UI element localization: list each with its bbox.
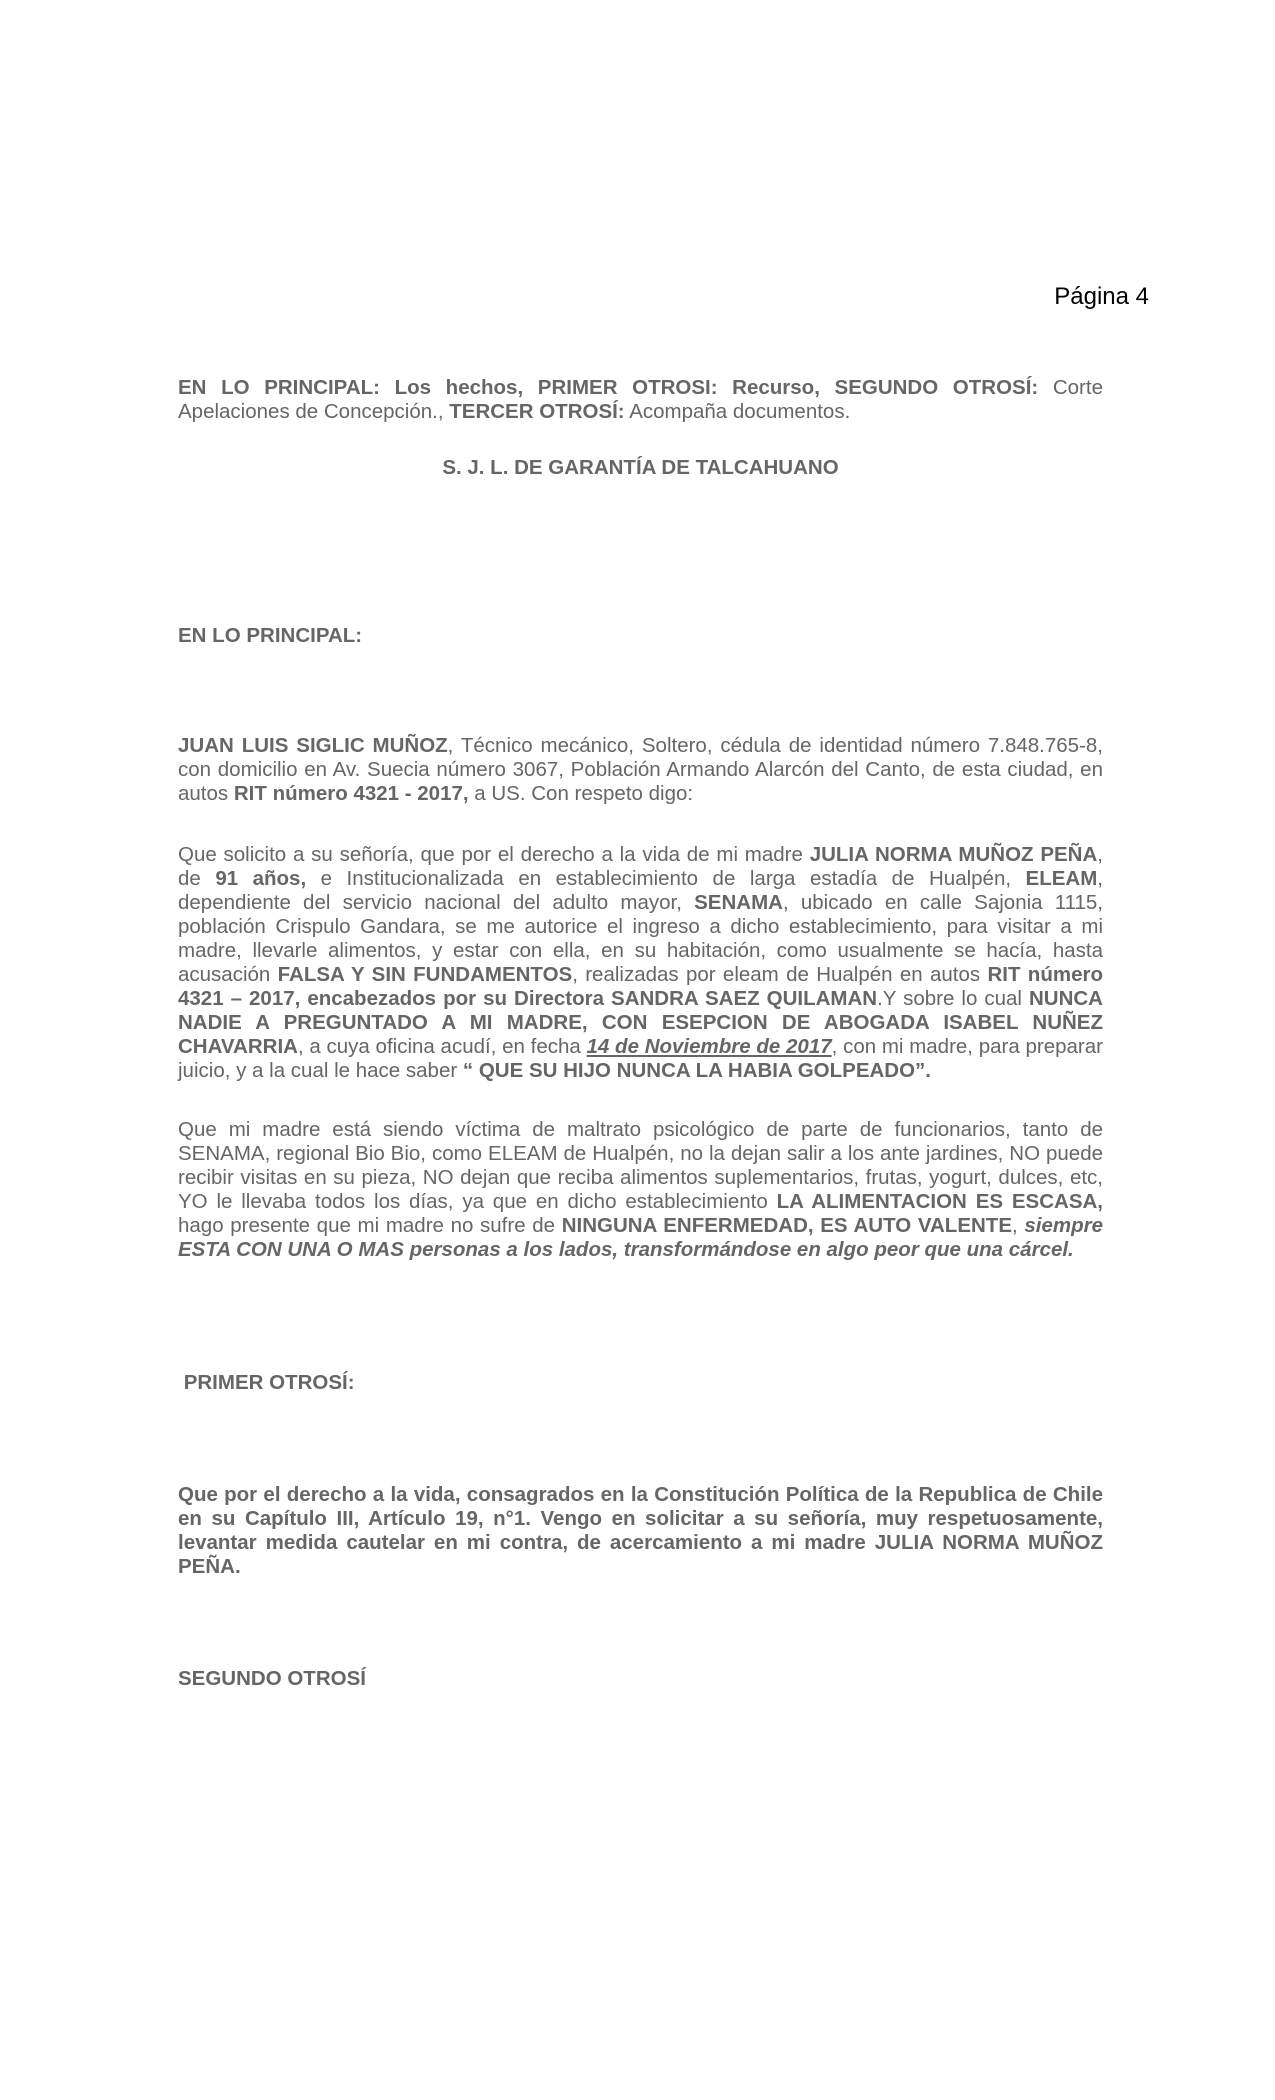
section-heading-principal: EN LO PRINCIPAL: — [178, 624, 363, 647]
request-text-4: , dependiente del servicio nacional del adulto mayor, — [178, 867, 1103, 914]
request-text-5: , ubicado en calle Sajonia 1115, población Crispulo Gandara, se me autorice el ingreso a dicho establecimiento, para visitar a mi madre, llevarle alimentos, y estar con ella, en su habitación, como usualmente se hacía, hasta acusación — [178, 891, 1103, 986]
section-heading-segundo-otrosi: SEGUNDO OTROSÍ — [178, 1667, 366, 1690]
abuse-paragraph — [178, 1118, 1103, 1262]
summary-recurso: Recurso, SEGUNDO OTROSÍ: — [717, 376, 1039, 399]
court-title — [178, 456, 1103, 480]
section-heading-primer-otrosi: PRIMER OTROSÍ: — [178, 1371, 355, 1394]
summary-hechos: Los hechos, PRIMER OTROSI: — [379, 376, 718, 399]
petitioner-name: JUAN LUIS SIGLIC MUÑOZ — [178, 734, 448, 757]
nunca-label: NUNCA NADIE A PREGUNTADO A MI MADRE, CON ESEPCION DE ABOGADA ISABEL NUÑEZ CHAVARRIA — [178, 987, 1103, 1058]
request-rit: RIT número 4321 – 2017, encabezados por su Directora SANDRA SAEZ QUILAMAN — [178, 963, 1103, 1010]
request-date: 14 de Noviembre de 2017 — [586, 1035, 832, 1058]
senama-label: SENAMA — [694, 891, 783, 914]
abuse-bold-italic: siempre ESTA CON UNA O MAS personas a los lados, transformándose en algo peor que una cárcel. — [178, 1214, 1103, 1261]
eleam-label: ELEAM — [1025, 867, 1098, 890]
intro-text-1: , Técnico mecánico, Soltero, cédula de identidad número 7.848.765-8, con domicilio en Av. Suecia número 3067, Población Armando Alarcón del Canto, de esta ciudad, en autos — [178, 734, 1103, 805]
document-summary — [178, 376, 1103, 424]
request-text-7: .Y sobre lo cual — [877, 987, 1029, 1010]
abuse-text-2: hago presente que mi madre no sufre de — [178, 1214, 562, 1237]
request-text-1: Que solicito a su señoría, que por el derecho a la vida de mi madre — [178, 843, 810, 866]
page-number: Página 4 — [1054, 283, 1149, 310]
request-quote: “ QUE SU HIJO NUNCA LA HABIA GOLPEADO”. — [462, 1059, 931, 1082]
summary-principal: EN LO PRINCIPAL: — [178, 376, 380, 399]
falsa-label: FALSA Y SIN FUNDAMENTOS — [277, 963, 573, 986]
request-text-6: , realizadas por eleam de Hualpén en autos — [572, 963, 988, 986]
request-text-9: , con mi madre, para preparar juicio, y a la cual le hace saber — [178, 1035, 1103, 1082]
summary-documentos: Acompaña documentos. — [624, 400, 851, 423]
abuse-text-1: Que mi madre está siendo víctima de maltrato psicológico de parte de funcionarios, tanto de SENAMA, regional Bio Bio, como ELEAM de Hualpén, no la dejan salir a los ante jardines, NO puede recibir visitas en su pieza, NO dejan que reciba alimentos suplementarios, frutas, yogurt, dulces, etc, YO le llevaba todos los días, ya que en dicho establecimiento — [178, 1118, 1103, 1213]
primer-otrosi-paragraph — [178, 1483, 1103, 1579]
mother-age: 91 años, — [215, 867, 307, 890]
abuse-bold-2: NINGUNA ENFERMEDAD, ES AUTO VALENTE — [561, 1214, 1012, 1237]
request-text-2: , de — [178, 843, 1103, 890]
request-text-8: , a cuya oficina acudí, en fecha — [297, 1035, 587, 1058]
summary-corte: Corte Apelaciones de Concepción., — [178, 376, 1103, 423]
court-title-text: S. J. L. DE GARANTÍA DE TALCAHUANO — [442, 456, 839, 479]
abuse-text-3: , — [1012, 1214, 1025, 1237]
mother-name: JULIA NORMA MUÑOZ PEÑA — [809, 843, 1098, 866]
primer-otrosi-text: Que por el derecho a la vida, consagrados en la Constitución Política de la Republica de Chile en su Capítulo III, Artículo 19, n°1. Vengo en solicitar a su señoría, muy respetuosamente, levantar medida cautelar en mi contra, de acercamiento a mi madre JULIA NORMA MUÑOZ PEÑA. — [178, 1483, 1103, 1578]
intro-paragraph — [178, 734, 1103, 806]
request-text-3: e Institucionalizada en establecimiento de larga estadía de Hualpén, — [306, 867, 1026, 890]
abuse-bold-1: LA ALIMENTACION ES ESCASA, — [776, 1190, 1104, 1213]
summary-tercer: TERCER OTROSÍ: — [443, 400, 625, 423]
request-paragraph — [178, 843, 1103, 1083]
intro-text-2: a US. Con respeto digo: — [468, 782, 694, 805]
intro-rit: RIT número 4321 - 2017, — [233, 782, 469, 805]
